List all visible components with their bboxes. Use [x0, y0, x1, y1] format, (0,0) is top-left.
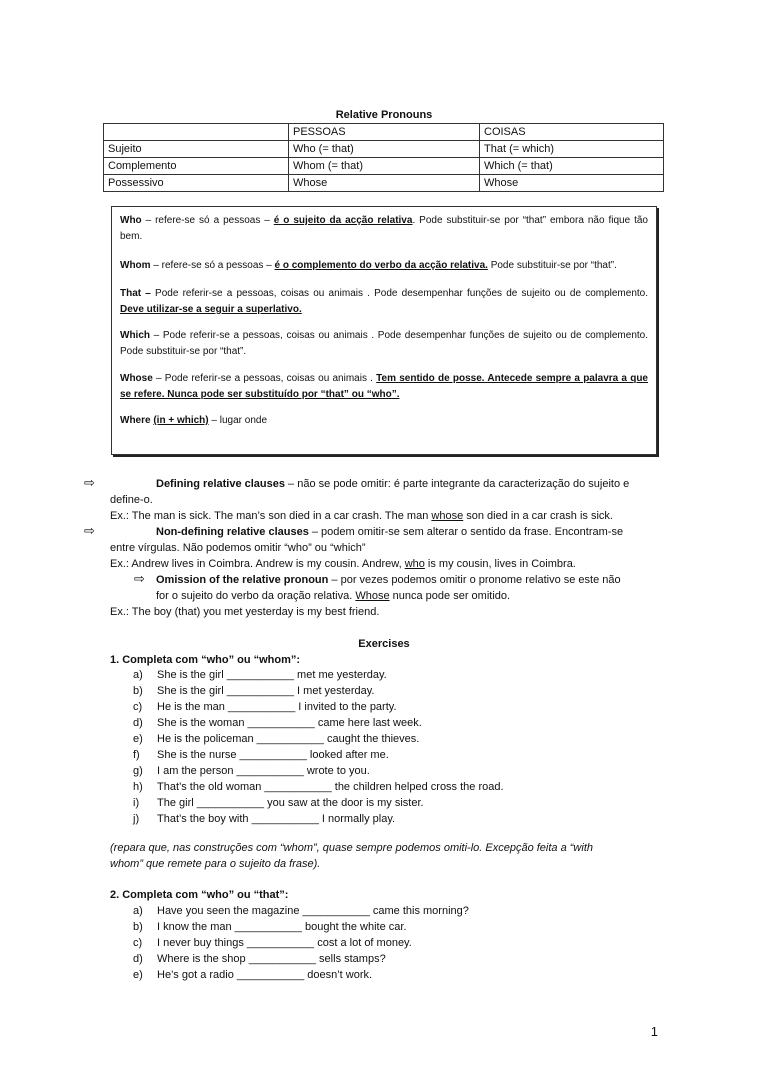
- table-row: [104, 175, 664, 192]
- table-cell: Sujeito: [104, 141, 289, 158]
- nondef-line: [84, 523, 95, 540]
- exercises-heading: Exercises: [358, 638, 410, 650]
- nondef-text-2: entre vírgulas. Não podemos omitir “who” ou “which”: [110, 542, 366, 554]
- omission-text-2: for o sujeito do verbo da oração relativa. Whose nunca pode ser omitido.: [156, 590, 511, 602]
- pronoun-definitions-box: [111, 206, 657, 455]
- defining-line: [84, 475, 95, 492]
- table-row: [104, 124, 664, 141]
- exercise-2-title: 2. Completa com “who” ou “that”:: [110, 889, 289, 901]
- exercise-1-note-2: whom” que remete para o sujeito da frase).: [110, 858, 321, 870]
- example-1: Ex.: The man is sick. The man’s son died in a car crash. The man whose son died in a car crash is sick.: [110, 510, 613, 522]
- def-which: Which – Pode referir-se a pessoas, coisas ou animais . Pode desempenhar funções de sujeito ou de complemento. Pode substituir-se por “that”.: [120, 330, 648, 357]
- list-item: c) I never buy things ___________ cost a lot of money.: [133, 937, 412, 949]
- def-who: Who – refere-se só a pessoas – é o sujeito da acção relativa. Pode substituir-se por “that” embora não fique tão bem.: [120, 215, 648, 242]
- table-cell: PESSOAS: [289, 124, 480, 141]
- table-cell: [104, 124, 289, 141]
- table-cell: Possessivo: [104, 175, 289, 192]
- def-that: That – Pode referir-se a pessoas, coisas ou animais . Pode desempenhar funções de sujeito ou de complemento. Deve utilizar-se a seguir a superlativo.: [120, 288, 649, 315]
- list-item: b) She is the girl ___________ I met yesterday.: [133, 685, 375, 697]
- pronouns-table: [103, 123, 664, 192]
- list-item: h) That’s the old woman ___________ the children helped cross the road.: [133, 781, 504, 793]
- arrow-right-icon: ⇨: [84, 475, 95, 490]
- table-cell: That (= which): [480, 141, 664, 158]
- page-title: Relative Pronouns: [335, 109, 433, 121]
- list-item: j) That’s the boy with ___________ I normally play.: [133, 813, 396, 825]
- list-item: d) Where is the shop ___________ sells stamps?: [133, 953, 386, 965]
- list-item: c) He is the man ___________ I invited to the party.: [133, 701, 397, 713]
- page-number: 1: [650, 1024, 658, 1039]
- list-item: a) She is the girl ___________ met me yesterday.: [133, 669, 387, 681]
- example-2: Ex.: Andrew lives in Coimbra. Andrew is my cousin. Andrew, who is my cousin, lives in Coimbra.: [110, 558, 576, 570]
- defining-text: Defining relative clauses – não se pode omitir: é parte integrante da caracterização do sujeito e: [156, 478, 630, 490]
- omission-text: Omission of the relative pronoun – por vezes podemos omitir o pronome relativo se este não: [156, 574, 621, 586]
- def-whom: Whom – refere-se só a pessoas – é o complemento do verbo da acção relativa. Pode substituir-se por “that”.: [120, 260, 617, 271]
- table-cell: Whose: [289, 175, 480, 192]
- list-item: i) The girl ___________ you saw at the door is my sister.: [133, 797, 424, 809]
- table-row: [104, 158, 664, 175]
- exercise-1-list: [133, 667, 504, 827]
- nondef-text: Non-defining relative clauses – podem omitir-se sem alterar o sentido da frase. Encontram-se: [156, 526, 624, 538]
- example-3: Ex.: The boy (that) you met yesterday is my best friend.: [110, 606, 380, 618]
- defining-text-2: define-o.: [110, 494, 153, 506]
- table-cell: Which (= that): [480, 158, 664, 175]
- def-whose: Whose – Pode referir-se a pessoas, coisas ou animais . Tem sentido de posse. Antecede sempre a palavra a que se refere. Nunca pode ser substituído por “that” ou “who”.: [120, 373, 648, 400]
- list-item: g) I am the person ___________ wrote to you.: [133, 765, 370, 777]
- list-item: e) He’s got a radio ___________ doesn’t work.: [133, 969, 373, 981]
- table-cell: COISAS: [480, 124, 664, 141]
- omission-line: [134, 571, 145, 588]
- list-item: b) I know the man ___________ bought the white car.: [133, 921, 407, 933]
- table-cell: Who (= that): [289, 141, 480, 158]
- arrow-right-icon: ⇨: [84, 523, 95, 538]
- list-item: a) Have you seen the magazine ___________ came this morning?: [133, 905, 469, 917]
- exercise-1-title: 1. Completa com “who” ou “whom”:: [110, 654, 301, 666]
- table-row: [104, 141, 664, 158]
- list-item: f) She is the nurse ___________ looked after me.: [133, 749, 389, 761]
- list-item: d) She is the woman ___________ came here last week.: [133, 717, 422, 729]
- table-cell: Whom (= that): [289, 158, 480, 175]
- def-where: Where (in + which) – lugar onde: [120, 415, 268, 426]
- exercise-1-note-1: (repara que, nas construções com “whom”, quase sempre podemos omiti-lo. Excepção feita a “with: [110, 842, 593, 854]
- exercise-2-list: [133, 903, 469, 983]
- table-cell: Complemento: [104, 158, 289, 175]
- list-item: e) He is the policeman ___________ caught the thieves.: [133, 733, 420, 745]
- table-cell: Whose: [480, 175, 664, 192]
- arrow-right-icon: ⇨: [134, 571, 145, 586]
